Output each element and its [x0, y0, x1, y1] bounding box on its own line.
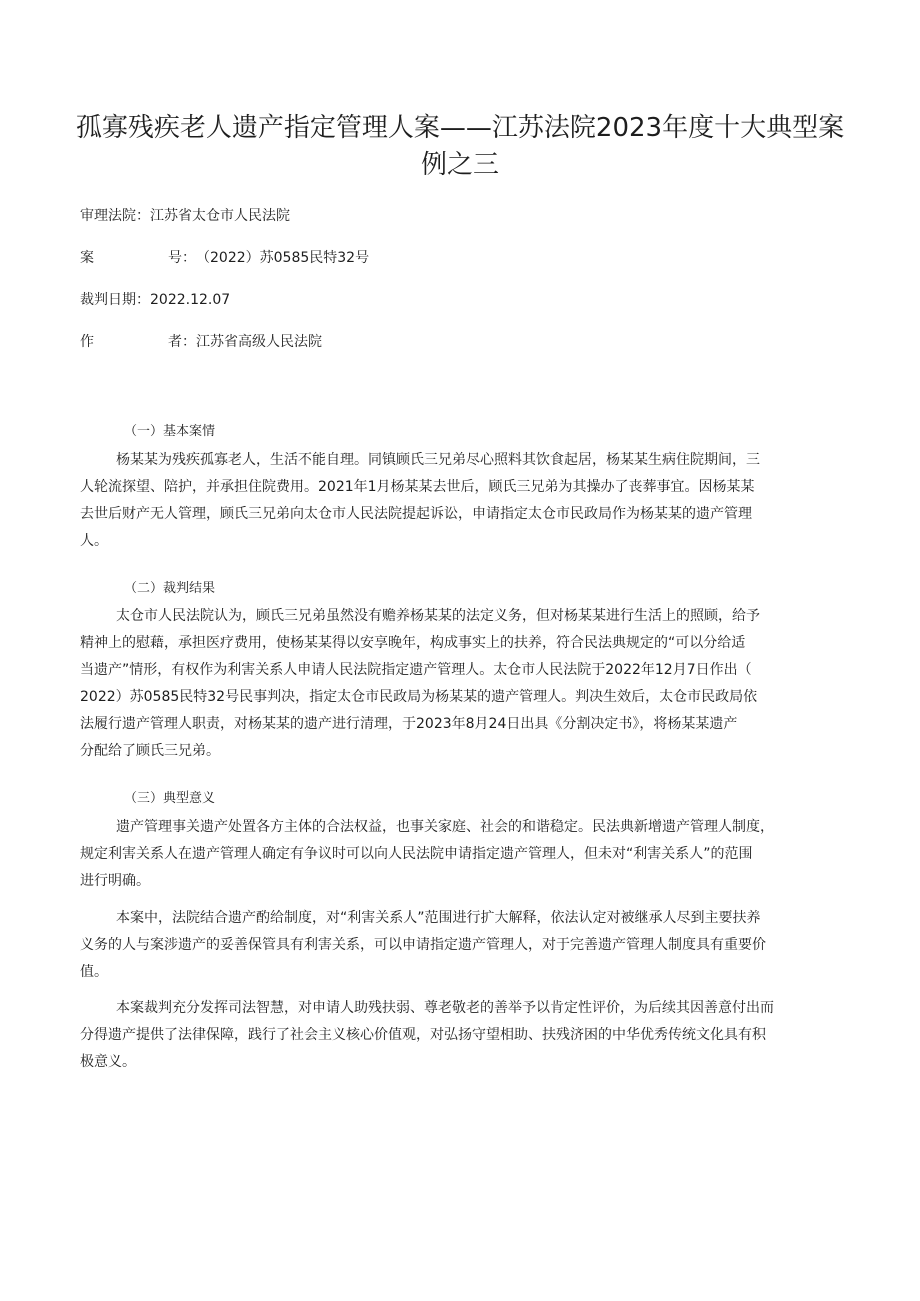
title-line-2: 例之三: [420, 150, 499, 180]
case-label-right: 号：: [168, 250, 196, 266]
paragraph-line: 分得遗产提供了法律保障，践行了社会主义核心价值观，对弘扬守望相助、扶残济困的中华优秀传统文化具有积: [80, 1027, 766, 1043]
paragraph-line: 人。: [80, 533, 108, 549]
paragraph-line: 法履行遗产管理人职责，对杨某某的遗产进行清理，于2023年8月24日出具《分割决定书》，将杨某某遗产: [80, 716, 738, 732]
paragraph-line: 遗产管理事关遗产处置各方主体的合法权益，也事关家庭、社会的和谐稳定。民法典新增遗产管理人制度，: [116, 819, 774, 835]
paragraph-line: 太仓市人民法院认为，顾氏三兄弟虽然没有赡养杨某某的法定义务，但对杨某某进行生活上的照顾，给予: [116, 608, 760, 624]
title-line-1: 孤寡残疾老人遗产指定管理人案——江苏法院2023年度十大典型案: [75, 113, 845, 143]
meta-date-row: [80, 289, 840, 311]
case-label-left: 案: [80, 250, 94, 266]
paragraph-judgment: [80, 603, 845, 765]
section-heading-significance: （三）典型意义: [124, 791, 216, 806]
section-heading-judgment: （二）裁判结果: [124, 581, 216, 596]
paragraph-significance-3: [80, 995, 845, 1076]
paragraph-line: 杨某某为残疾孤寡老人，生活不能自理。同镇顾氏三兄弟尽心照料其饮食起居，杨某某生病住院期间，三: [116, 452, 760, 468]
date-label: 裁判日期：: [80, 292, 150, 308]
paragraph-line: 2022）苏0585民特32号民事判决，指定太仓市民政局为杨某某的遗产管理人。判决生效后，太仓市民政局依: [80, 689, 758, 705]
paragraph-line: 当遗产”情形，有权作为利害关系人申请人民法院指定遗产管理人。太仓市人民法院于2022年12月7日作出（: [80, 662, 752, 678]
paragraph-line: 值。: [80, 964, 108, 980]
paragraph-line: 精神上的慰藉，承担医疗费用，使杨某某得以安享晚年，构成事实上的扶养，符合民法典规定的“可以分给适: [80, 635, 746, 651]
paragraph-significance-2: [80, 905, 845, 986]
paragraph-significance-1: [80, 814, 845, 895]
meta-author-row: [80, 331, 840, 353]
paragraph-basic-facts: [80, 447, 845, 555]
paragraph-line: 进行明确。: [80, 873, 150, 889]
paragraph-line: 规定利害关系人在遗产管理人确定有争议时可以向人民法院申请指定遗产管理人，但未对“利害关系人”的范围: [80, 846, 753, 862]
date-value: 2022.12.07: [150, 292, 231, 308]
paragraph-line: 去世后财产无人管理，顾氏三兄弟向太仓市人民法院提起诉讼，申请指定太仓市民政局作为杨某某的遗产管理: [80, 506, 752, 522]
case-number-value: （2022）苏0585民特32号: [196, 250, 370, 266]
section-heading-basic-facts: （一）基本案情: [124, 424, 216, 439]
document-title: [60, 110, 860, 184]
court-label: 审理法院：: [80, 208, 150, 224]
paragraph-line: 义务的人与案涉遗产的妥善保管具有利害关系，可以申请指定遗产管理人，对于完善遗产管理人制度具有重要价: [80, 937, 766, 953]
paragraph-line: 本案中，法院结合遗产酌给制度，对“利害关系人”范围进行扩大解释，依法认定对被继承人尽到主要扶养: [116, 910, 761, 926]
meta-court-row: [80, 205, 840, 227]
author-label-left: 作: [80, 334, 94, 350]
paragraph-line: 分配给了顾氏三兄弟。: [80, 743, 220, 759]
paragraph-line: 人轮流探望、陪护，并承担住院费用。2021年1月杨某某去世后，顾氏三兄弟为其操办了丧葬事宜。因杨某某: [80, 479, 755, 495]
author-value: 江苏省高级人民法院: [196, 334, 322, 350]
paragraph-line: 极意义。: [80, 1054, 136, 1070]
paragraph-line: 本案裁判充分发挥司法智慧，对申请人助残扶弱、尊老敬老的善举予以肯定性评价，为后续其因善意付出而: [116, 1000, 774, 1016]
court-value: 江苏省太仓市人民法院: [150, 208, 290, 224]
author-label-right: 者：: [168, 334, 196, 350]
meta-case-row: [80, 247, 840, 269]
